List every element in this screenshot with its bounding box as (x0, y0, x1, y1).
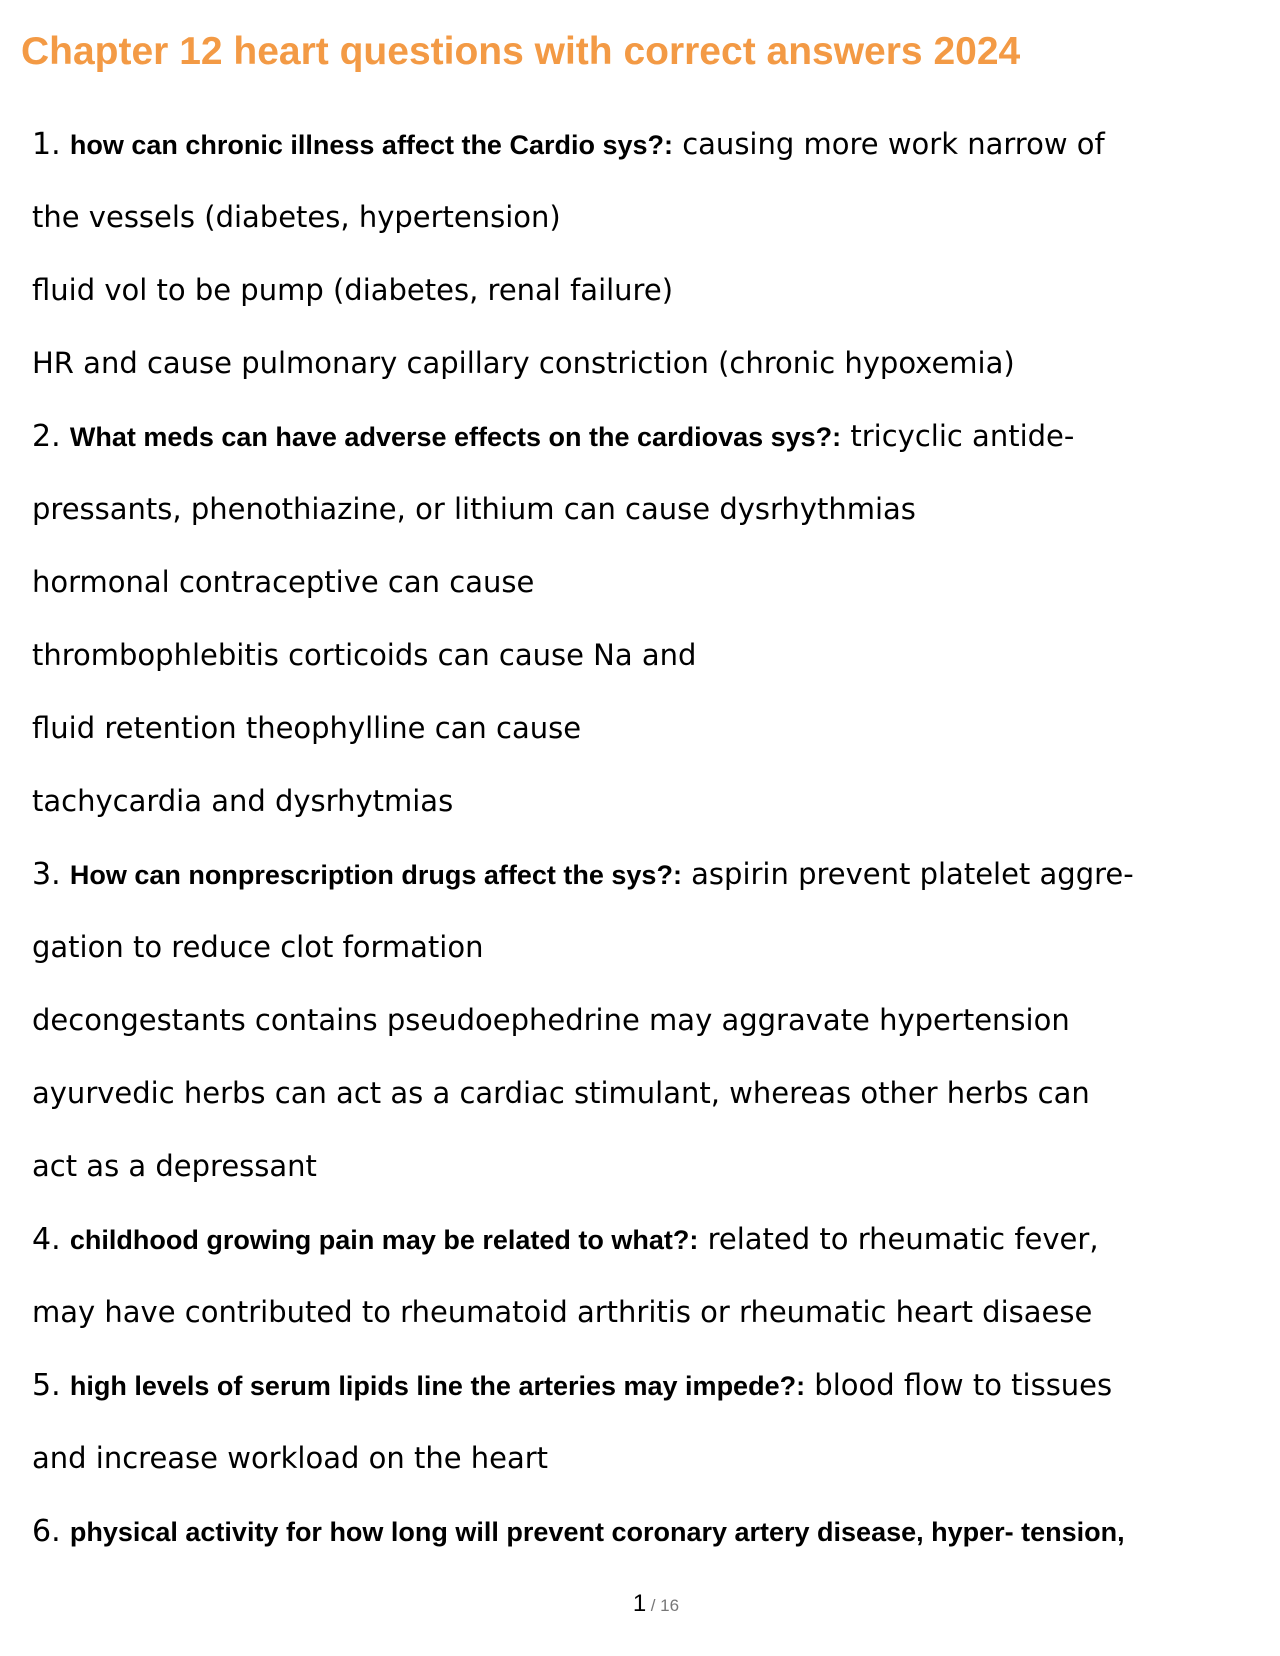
item-question: how can chronic illness affect the Cardio sys?: (69, 130, 673, 160)
item-number: 6. (32, 1514, 61, 1549)
answer-line: hormonal contraceptive can cause (32, 565, 535, 599)
answer-line: fluid retention theophylline can cause (32, 711, 582, 745)
item-number: 4. (32, 1222, 61, 1257)
answer-line: tachycardia and dysrhytmias (32, 784, 454, 818)
answer-line: thrombophlebitis corticoids can cause Na and (32, 638, 697, 672)
answer-line: and increase workload on the heart (32, 1441, 549, 1475)
item-5-first-line (32, 1349, 1247, 1422)
item-1-first-line (32, 108, 1247, 181)
item-number: 1. (32, 127, 61, 162)
item-answer-start: blood flow to tissues (814, 1368, 1113, 1402)
answer-line: gation to reduce clot formation (32, 930, 484, 964)
item-question: How can nonprescription drugs affect the sys?: (69, 860, 682, 890)
item-number: 2. (32, 419, 61, 454)
answer-line: act as a depressant (32, 1149, 317, 1183)
current-page: 1 (632, 1590, 647, 1617)
answer-line: the vessels (diabetes, hypertension) (32, 200, 561, 234)
item-question: What meds can have adverse effects on the cardiovas sys?: (69, 422, 842, 452)
item-answer-start: aspirin prevent platelet aggre- (691, 857, 1134, 891)
answer-line: HR and cause pulmonary capillary constriction (chronic hypoxemia) (32, 346, 1015, 380)
item-answer-start: tricyclic antide- (850, 419, 1075, 453)
item-answer-start: causing more work narrow of (682, 127, 1105, 161)
item-question: physical activity for how long will prevent coronary artery disease, hyper- tension, (69, 1517, 1125, 1547)
total-pages: / 16 (650, 1596, 680, 1615)
item-number: 3. (32, 857, 61, 892)
item-2-first-line (32, 400, 1247, 473)
item-number: 5. (32, 1368, 61, 1403)
document-title: Chapter 12 heart questions with correct answers 2024 (21, 30, 1021, 73)
page-indicator (0, 1590, 1280, 1618)
item-question: high levels of serum lipids line the arteries may impede?: (69, 1371, 806, 1401)
answer-line: decongestants contains pseudoephedrine may aggravate hypertension (32, 1003, 1070, 1037)
item-6-first-line (32, 1495, 1247, 1568)
answer-line: may have contributed to rheumatoid arthritis or rheumatic heart disaese (32, 1295, 1093, 1329)
item-3-first-line (32, 838, 1247, 911)
answer-line: fluid vol to be pump (diabetes, renal failure) (32, 273, 674, 307)
answer-line: pressants, phenothiazine, or lithium can cause dysrhythmias (32, 492, 916, 526)
answer-line: ayurvedic herbs can act as a cardiac stimulant, whereas other herbs can (32, 1076, 1090, 1110)
item-question: childhood growing pain may be related to what?: (69, 1225, 699, 1255)
item-4-first-line (32, 1203, 1247, 1276)
document-body (32, 108, 1247, 1568)
item-answer-start: related to rheumatic fever, (707, 1222, 1099, 1256)
